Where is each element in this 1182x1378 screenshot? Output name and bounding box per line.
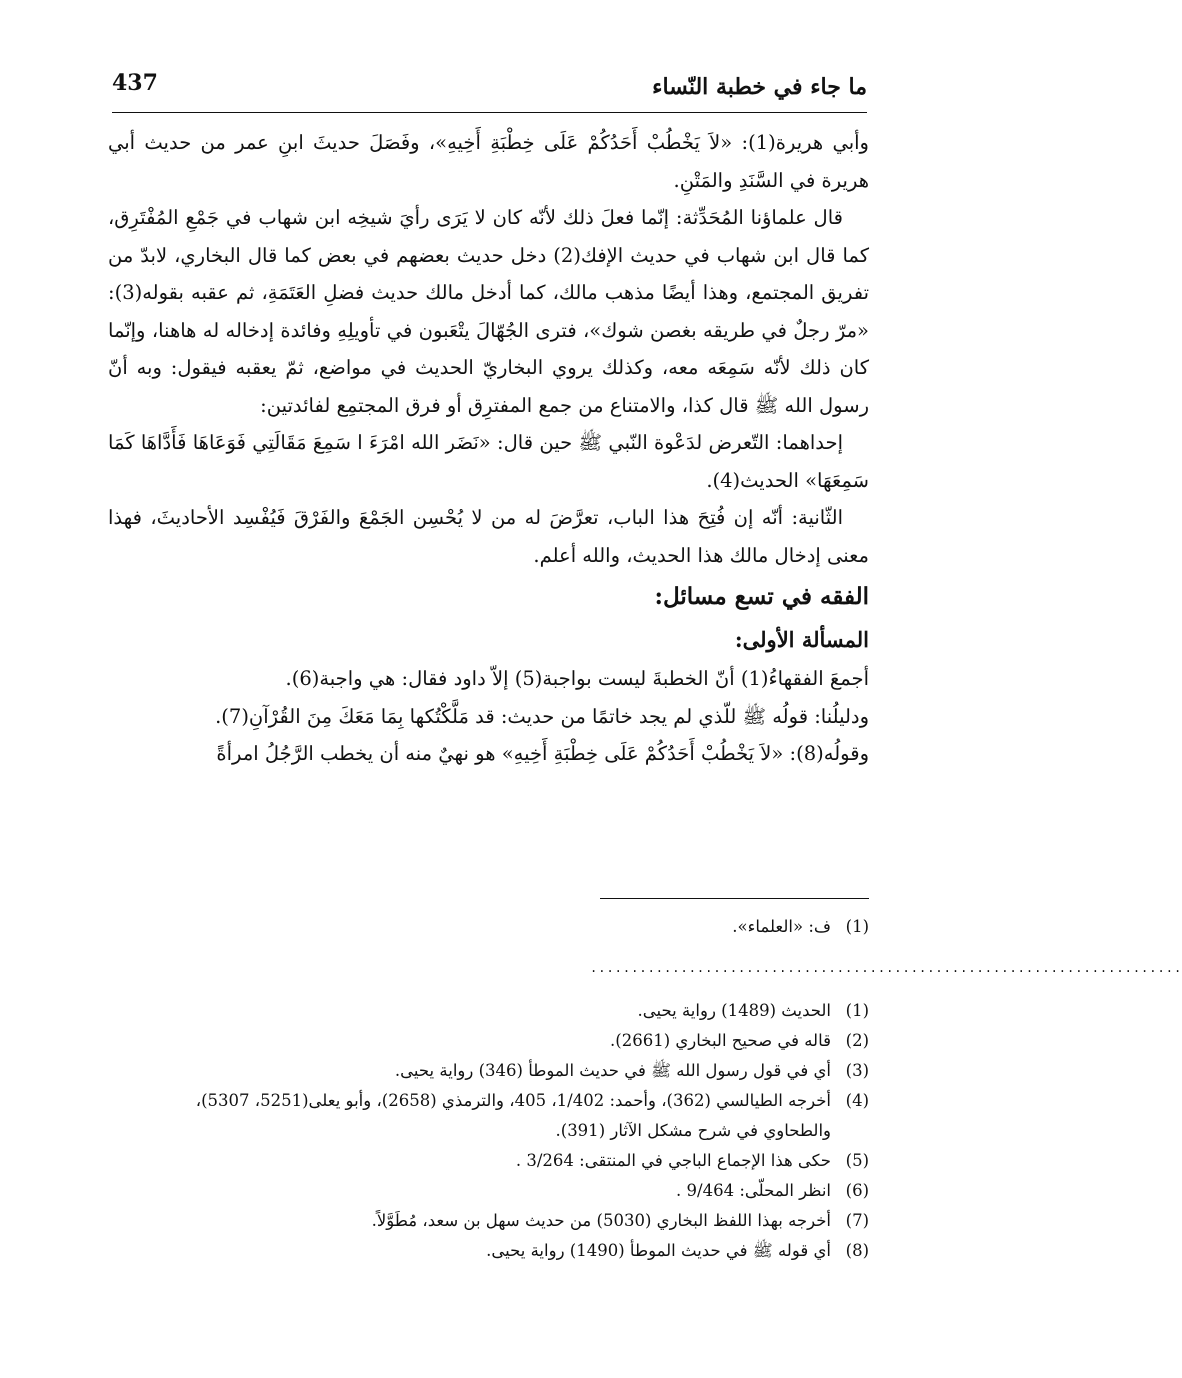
footnotes-variant-readings: [108, 912, 869, 942]
footnote-number: (7): [845, 1211, 869, 1230]
paragraph-4: الثّانية: أنّه إن فُتِحَ هذا الباب، تعرَّضَ له من لا يُحْسِن الجَمْعَ والفَرْقَ فَيُفْسِد الأحاديثَ، فهذا معنى إدخال مالك هذا الحديث، والله أعلم.: [108, 506, 869, 567]
footnote-text: أي قوله ﷺ في حديث الموطأ (1490) رواية يحيى.: [486, 1241, 831, 1260]
body-text: [108, 124, 869, 773]
footnote-text: قاله في صحيح البخاري (2661).: [610, 1031, 831, 1050]
header-rule: [112, 112, 867, 113]
paragraph-5: أجمعَ الفقهاءُ(1) أنّ الخطبةَ ليست بواجبة(5) إلاّ داود فقال: هي واجبة(6).: [285, 667, 869, 690]
footnote-text: الحديث (1489) رواية يحيى.: [637, 1001, 831, 1020]
page-number: 437: [112, 70, 158, 96]
section-heading: الفقه في تسع مسائل:: [654, 583, 869, 610]
paragraph-2: قال علماؤنا المُحَدِّثة: إنّما فعلَ ذلك لأنّه كان لا يَرَى رأيَ شيخِه ابن شهاب في جَمْعِ المُفْتَرِق، كما قال ابن شهاب في حديث الإفك(2) دخل حديث بعضهم في بعض كما قال البخاري، لابدّ من تفريق المجتمع، وهذا أيضًا مذهب مالك، كما أدخل مالك حديث فضلِ العَتَمَةِ، ثم عقبه بقوله(3): «مرّ رجلٌ في طريقه بغصن شوك»، فترى الجُهّالَ يتْعَبون في تأويلِهِ وفائدة إدخاله له هاهنا، وإنّما كان ذلك لأنّه سَمِعَه معه، وكذلك يروي البخاريّ الحديث في مواضع، ثمّ يعقبه فيقول: وبه أنّ رسول الله ﷺ قال كذا، والامتناع من جمع المفترِق أو فرق المجتمِع لفائدتين:: [108, 206, 869, 417]
footnote: [108, 1026, 869, 1056]
paragraph-3: إحداهما: التّعرض لدَعْوة النّبي ﷺ حين قال: «نَضَر الله امْرَءَ ا سَمِعَ مَقَالَتِي فَوَعَاهَا فَأَدَّاهَا كَمَا سَمِعَهَا» الحديث(4).: [108, 431, 869, 492]
footnote-number: (3): [845, 1061, 869, 1080]
footnote-text: انظر المحلّى: 9/464 .: [676, 1181, 831, 1200]
footnote-text: حكى هذا الإجماع الباجي في المنتقى: 3/264 .: [515, 1151, 831, 1170]
footnote-text: ف: «العلماء».: [732, 917, 831, 936]
footnote-number: (1): [845, 1001, 869, 1020]
footnote-continuation: والطحاوي في شرح مشكل الآثار (391).: [555, 1121, 831, 1140]
running-title: ما جاء في خطبة النّساء: [652, 74, 867, 100]
footnote: [108, 1236, 869, 1266]
footnote-number: (5): [845, 1151, 869, 1170]
footnote: [108, 1056, 869, 1086]
subsection-heading: المسألة الأولى:: [734, 627, 869, 652]
footnote-number: (6): [845, 1181, 869, 1200]
footnote: [108, 996, 869, 1026]
footnote: [108, 912, 869, 942]
footnotes-references: [108, 996, 869, 1266]
footnote: [108, 1086, 869, 1116]
footnote-number: (2): [845, 1031, 869, 1050]
footnote-text: أخرجه الطيالسي (362)، وأحمد: 1/402، 405، والترمذي (2658)، وأبو يعلى(5251، 5307)،: [195, 1091, 831, 1110]
footnote-rule: [600, 898, 869, 899]
footnote-text: أي في قول رسول الله ﷺ في حديث الموطأ (346) رواية يحيى.: [394, 1061, 831, 1080]
footnote-text: أخرجه بهذا اللفظ البخاري (5030) من حديث سهل بن سعد، مُطَوَّلاً.: [371, 1211, 831, 1230]
paragraph-1: وأبي هريرة(1): «لاَ يَخْطُبْ أَحَدُكُمْ عَلَى خِطْبَةِ أَخِيهِ»، وفَصَلَ حديثَ ابنِ عمر من حديث أبي هريرة في السَّنَدِ والمَتْنِ.: [108, 131, 869, 192]
footnote: [108, 1146, 869, 1176]
paragraph-7: وقولُه(8): «لاَ يَخْطُبْ أَحَدُكُمْ عَلَى خِطْبَةِ أَخِيهِ» هو نهيٌ منه أن يخطب الرَّجُلُ امرأةً: [216, 742, 869, 765]
footnote-number: (4): [845, 1091, 869, 1110]
footnote-number: (1): [845, 917, 869, 936]
footnote-dotted-separator: ........................................................................: [590, 961, 1182, 975]
paragraph-6: ودليلُنا: قولُه ﷺ للّذي لم يجد خاتمًا من حديث: قد مَلَّكْتُكها بِمَا مَعَكَ مِنَ القُرْآنِ(7).: [215, 704, 869, 728]
footnote: [108, 1206, 869, 1236]
footnote: [108, 1176, 869, 1206]
footnote-number: (8): [845, 1241, 869, 1260]
